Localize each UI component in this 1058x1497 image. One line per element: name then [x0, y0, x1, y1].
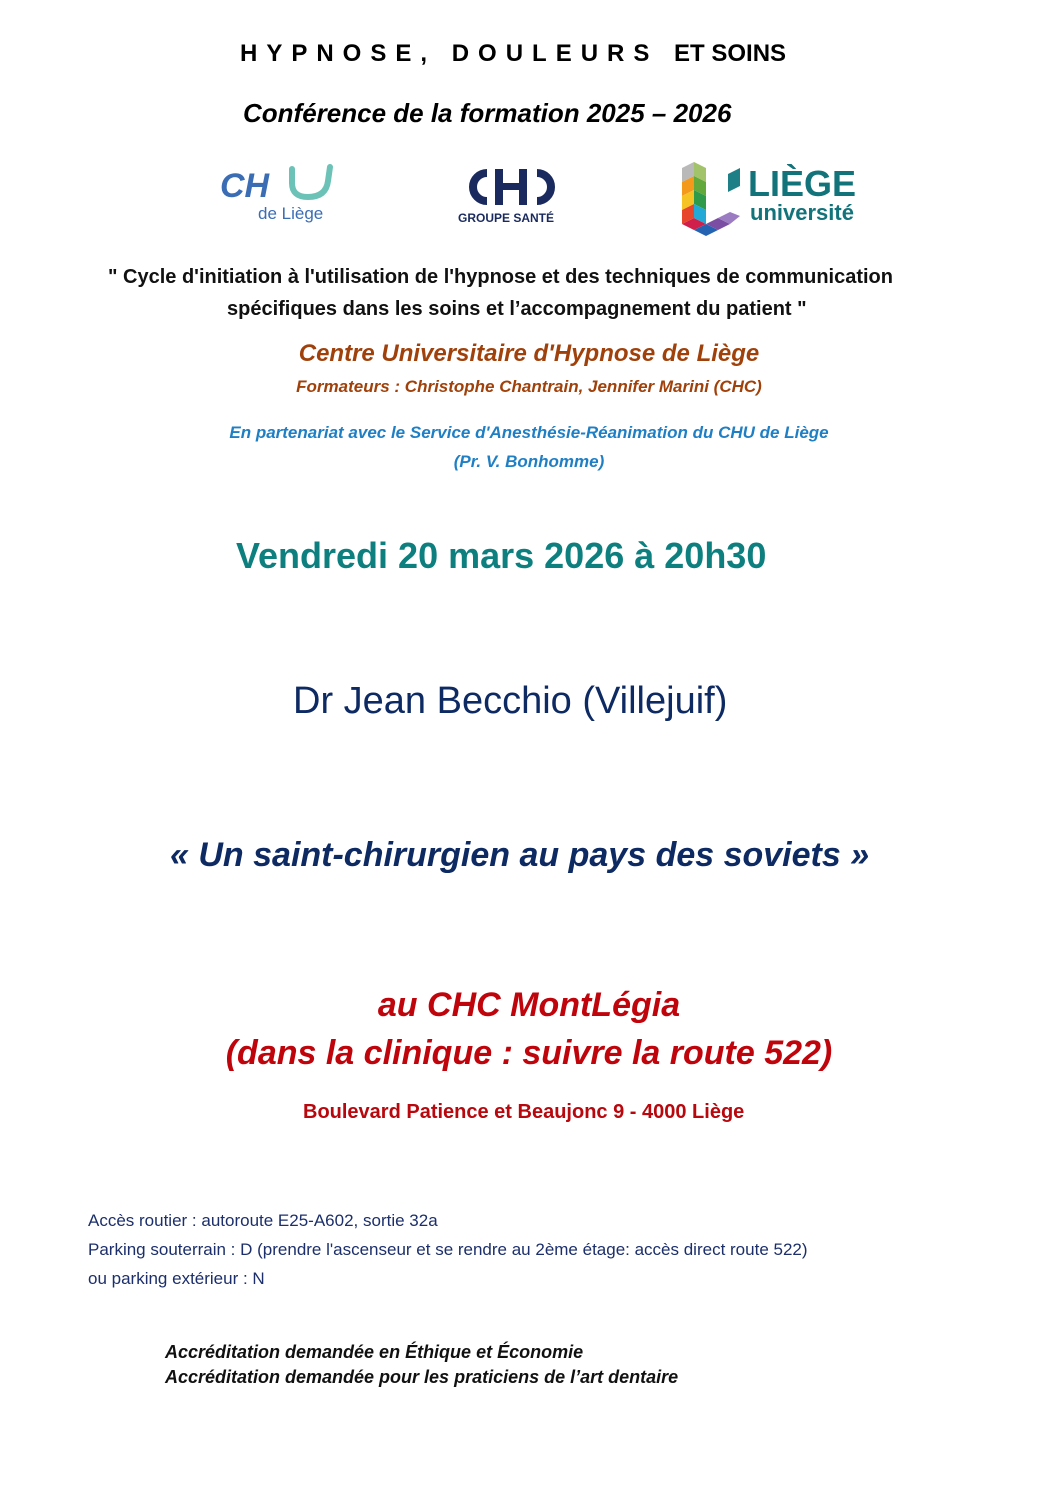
svg-text:de Liège: de Liège [258, 204, 324, 223]
document-title [240, 40, 786, 68]
access-road: Accès routier : autoroute E25-A602, sortie 32a [88, 1211, 438, 1230]
liege-universite-logo [680, 160, 870, 238]
access-underground-parking: Parking souterrain : D (prendre l'ascenseur et se rendre au 2ème étage: accès direct route 522) [88, 1240, 808, 1259]
svg-text:GROUPE SANTÉ: GROUPE SANTÉ [458, 211, 555, 225]
partnership: En partenariat avec le Service d'Anesthésie-Réanimation du CHU de Liège [229, 423, 829, 442]
cycle-description-line-1: " Cycle d'initiation à l'utilisation de l'hypnose et des techniques de communication [108, 266, 893, 288]
svg-text:LIÈGE: LIÈGE [748, 163, 857, 204]
chu-logo-text: CH [220, 167, 270, 205]
trainers: Formateurs : Christophe Chantrain, Jennifer Marini (CHC) [296, 377, 762, 396]
document-subtitle: Conférence de la formation 2025 – 2026 [243, 98, 732, 128]
cycle-description-line-2: spécifiques dans les soins et l’accompagnement du patient " [227, 298, 807, 320]
partnership-head: (Pr. V. Bonhomme) [453, 452, 605, 471]
access-outdoor-parking: ou parking extérieur : N [88, 1269, 265, 1288]
speaker-name: Dr Jean Becchio (Villejuif) [293, 680, 728, 722]
talk-title: « Un saint-chirurgien au pays des soviets » [170, 836, 870, 874]
venue-name: au CHC MontLégia [377, 986, 681, 1024]
event-date: Vendredi 20 mars 2026 à 20h30 [236, 535, 767, 576]
svg-text:université: université [750, 200, 854, 225]
chu-liege-logo [218, 163, 336, 225]
accreditation-dental: Accréditation demandée pour les praticiens de l’art dentaire [165, 1367, 679, 1387]
venue-directions: (dans la clinique : suivre la route 522) [225, 1034, 833, 1072]
accreditation-ethics: Accréditation demandée en Éthique et Économie [165, 1342, 584, 1362]
title-tail: ET SOINS [674, 40, 787, 67]
organizer-centre: Centre Universitaire d'Hypnose de Liège [298, 340, 760, 367]
chc-groupe-sante-logo [455, 163, 575, 225]
venue-address: Boulevard Patience et Beaujonc 9 - 4000 Liège [303, 1101, 745, 1123]
title-spaced: HYPNOSE, DOULEURS [240, 40, 659, 67]
